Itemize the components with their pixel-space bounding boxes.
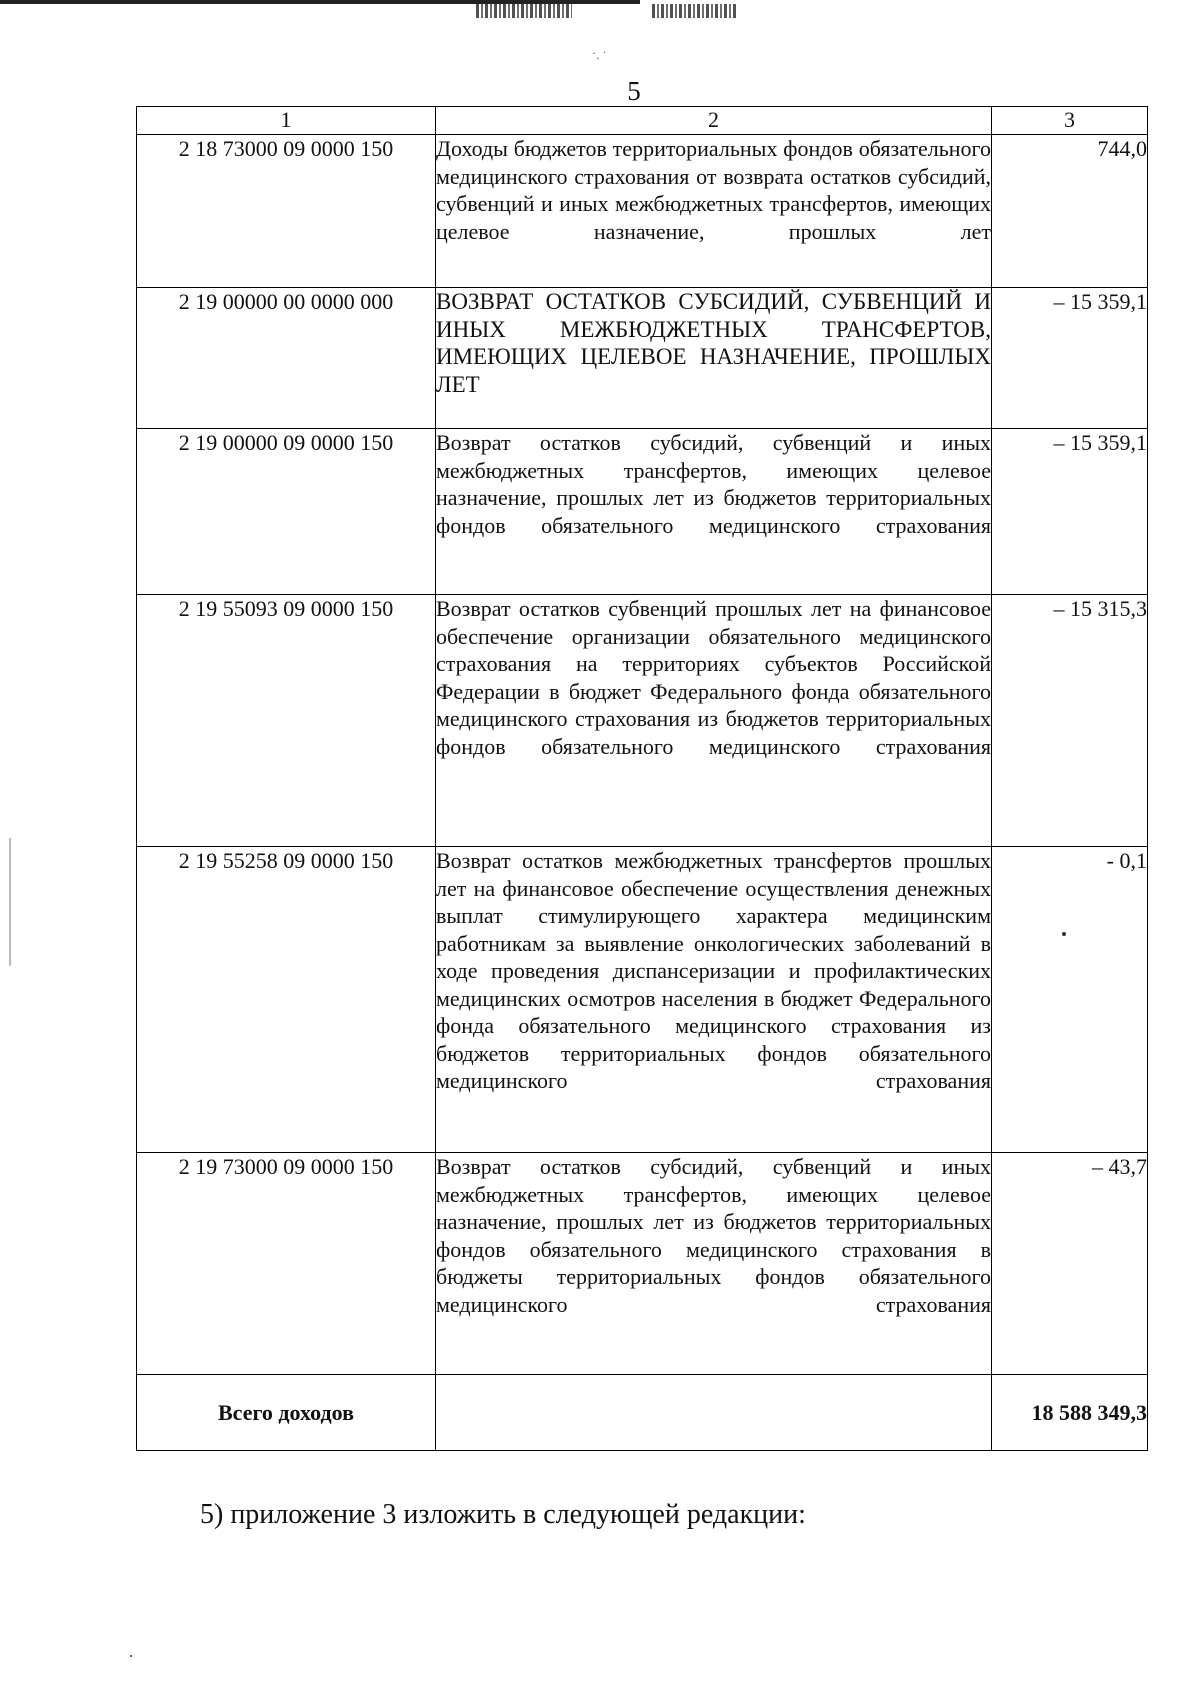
column-header: 3	[992, 107, 1148, 135]
table-row	[137, 595, 1148, 847]
revenue-name: Возврат остатков субсидий, субвенций и иных межбюджетных трансфертов, имеющих целевое назначение, прошлых лет из бюджетов территориальных фондов обязательного медицинского страхования	[436, 429, 992, 595]
scan-speck	[130, 1655, 132, 1657]
revenue-amount: 744,0	[992, 135, 1148, 288]
budget-code: 2 19 55258 09 0000 150	[137, 847, 436, 1153]
table-row	[137, 135, 1148, 288]
revenue-amount: – 15 359,1	[992, 429, 1148, 595]
revenue-name: Доходы бюджетов территориальных фондов обязательного медицинского страхования от возврата остатков субсидий, субвенций и иных межбюджетных трансфертов, имеющих целевое назначение, прошлых лет	[436, 135, 992, 288]
revenue-name: Возврат остатков межбюджетных трансфертов прошлых лет на финансовое обеспечение осуществления денежных выплат стимулирующего характера медицинским работникам за выявление онкологических заболеваний в ходе проведения диспансеризации и профилактических медицинских осмотров населения в бюджет Федерального фонда обязательного медицинского страхования из бюджетов территориальных фондов обязательного медицинского страхования	[436, 847, 992, 1153]
revenue-amount: – 15 359,1	[992, 288, 1148, 429]
total-empty-cell	[436, 1375, 992, 1451]
revenue-name: ВОЗВРАТ ОСТАТКОВ СУБСИДИЙ, СУБВЕНЦИЙ И ИНЫХ МЕЖБЮДЖЕТНЫХ ТРАНСФЕРТОВ, ИМЕЮЩИХ ЦЕЛЕВОЕ НАЗНАЧЕНИЕ, ПРОШЛЫХ ЛЕТ	[436, 288, 992, 429]
table-total-row	[137, 1375, 1148, 1451]
revenue-name: Возврат остатков субвенций прошлых лет на финансовое обеспечение организации обязательного медицинского страхования на территориях субъектов Российской Федерации в бюджет Федерального фонда обязательного медицинского страхования из бюджетов территориальных фондов обязательного медицинского страхования	[436, 595, 992, 847]
scan-mark: ·ˏ ˑ	[592, 46, 607, 60]
table-row	[137, 288, 1148, 429]
registry-stamp-left	[476, 4, 572, 18]
column-header: 1	[137, 107, 436, 135]
total-amount: 18 588 349,3	[992, 1375, 1148, 1451]
budget-code: 2 19 00000 00 0000 000	[137, 288, 436, 429]
revenue-name: Возврат остатков субсидий, субвенций и иных межбюджетных трансфертов, имеющих целевое назначение, прошлых лет из бюджетов территориальных фондов обязательного медицинского страхования в бюджеты территориальных фондов обязательного медицинского страхования	[436, 1153, 992, 1375]
total-label: Всего доходов	[137, 1375, 436, 1451]
scan-margin-line	[9, 838, 11, 966]
revenue-table	[136, 106, 1148, 1451]
registry-stamp-right	[652, 4, 736, 18]
instruction-text: 5) приложение 3 изложить в следующей редакции:	[200, 1499, 806, 1530]
budget-code: 2 19 73000 09 0000 150	[137, 1153, 436, 1375]
table-row	[137, 1153, 1148, 1375]
column-header: 2	[436, 107, 992, 135]
table-row	[137, 847, 1148, 1153]
budget-code: 2 19 55093 09 0000 150	[137, 595, 436, 847]
table-row	[137, 429, 1148, 595]
revenue-amount: – 43,7	[992, 1153, 1148, 1375]
budget-code: 2 19 00000 09 0000 150	[137, 429, 436, 595]
table-header-row	[137, 107, 1148, 135]
revenue-amount: – 15 315,3	[992, 595, 1148, 847]
page-number: 5	[627, 76, 641, 106]
revenue-amount: - 0,1	[992, 847, 1148, 1153]
budget-code: 2 18 73000 09 0000 150	[137, 135, 436, 288]
